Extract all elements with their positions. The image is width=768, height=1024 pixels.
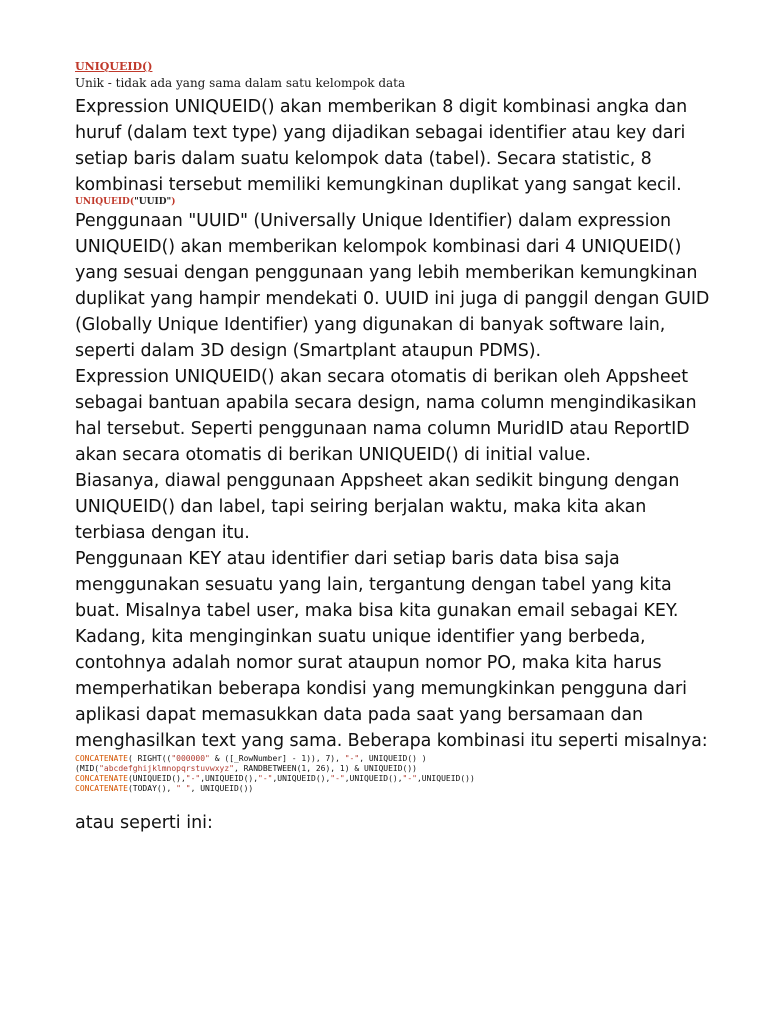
- code-string: "000000": [171, 754, 210, 763]
- code-text: , UNIQUEID()): [190, 784, 254, 793]
- code-string: "-": [344, 754, 360, 763]
- code-text: , UNIQUEID() ): [359, 754, 427, 763]
- code-string: "-": [330, 774, 345, 783]
- paragraph-or-like-this: atau seperti ini:: [75, 813, 213, 833]
- code-text: (TODAY(),: [127, 784, 177, 793]
- code-keyword: CONCATENATE: [75, 754, 128, 763]
- code-line-1: [75, 754, 715, 764]
- code-text: ,UNIQUEID()): [416, 774, 475, 783]
- code-text: (MID(: [75, 764, 100, 773]
- uuid-fn-arg: "UUID": [134, 197, 172, 207]
- paragraph-uniqueid-intro: Expression UNIQUEID() akan memberikan 8 digit kombinasi angka dan huruf (dalam text type) yang dijadikan sebagai identifier atau key dari setiap baris dalam suatu kelompok data (tabel). Secara statistic, 8 kombinasi tersebut memiliki kemungkinan duplikat yang sangat kecil.: [75, 97, 688, 195]
- code-text: ,UNIQUEID(),: [344, 774, 403, 783]
- paragraph-label-confusion: Biasanya, diawal penggunaan Appsheet akan sedikit bingung dengan UNIQUEID() dan label, tapi seiring berjalan waktu, maka kita akan terbiasa dengan itu.: [75, 471, 680, 543]
- code-string: "-": [402, 774, 417, 783]
- section-subtitle: Unik - tidak ada yang sama dalam satu kelompok data: [75, 76, 406, 90]
- code-line-3: [75, 774, 715, 784]
- code-keyword: CONCATENATE: [75, 774, 128, 783]
- code-keyword: CONCATENATE: [75, 784, 128, 793]
- code-string: "-": [185, 774, 201, 783]
- code-text: (UNIQUEID(),: [127, 774, 186, 783]
- section-heading: UNIQUEID(): [75, 60, 153, 73]
- code-text: ( RIGHT((: [127, 754, 172, 763]
- paragraph-key-identifier: Penggunaan KEY atau identifier dari setiap baris data bisa saja menggunakan sesuatu yang lain, tergantung dengan tabel yang kita buat. Misalnya tabel user, maka bisa kita gunakan email sebagai KEY. Kadang, kita menginginkan suatu unique identifier yang berbeda, contohnya adalah nomor surat ataupun nomor PO, maka kita harus memperhatikan beberapa kondisi yang memungkinkan pengguna dari aplikasi dapat memasukkan data pada saat yang bersamaan dan menghasilkan text yang sama. Beberapa kombinasi itu seperti misalnya:: [75, 549, 708, 751]
- code-examples: [75, 754, 715, 794]
- code-line-2: [75, 764, 715, 774]
- uuid-fn-close: ): [171, 197, 176, 207]
- code-text: ,UNIQUEID(),: [200, 774, 259, 783]
- paragraph-uuid: Penggunaan "UUID" (Universally Unique Identifier) dalam expression UNIQUEID() akan memberikan kelompok kombinasi dari 4 UNIQUEID() yang sesuai dengan penggunaan yang lebih memberikan kemungkinan duplikat yang hampir mendekati 0. UUID ini juga di panggil dengan GUID (Globally Unique Identifier) yang digunakan di banyak software lain, seperti dalam 3D design (Smartplant ataupun PDMS).: [75, 211, 710, 361]
- code-text: , RANDBETWEEN(1, 26), 1) & UNIQUEID()): [233, 764, 417, 773]
- uuid-fn-name: UNIQUEID(: [75, 197, 135, 207]
- code-text: & ([_RowNumber] - 1)), 7),: [209, 754, 345, 763]
- code-string: "abcdefghijklmnopqrstuvwxyz": [99, 764, 234, 773]
- spacer: [75, 794, 715, 810]
- code-string: "-": [258, 774, 273, 783]
- document-page: [75, 58, 715, 836]
- code-string: " ": [176, 784, 191, 793]
- code-line-4: [75, 784, 715, 794]
- code-text: ,UNIQUEID(),: [272, 774, 331, 783]
- paragraph-auto-uniqueid: Expression UNIQUEID() akan secara otomatis di berikan oleh Appsheet sebagai bantuan apabila secara design, nama column mengindikasikan hal tersebut. Seperti penggunaan nama column MuridID atau ReportID akan secara otomatis di berikan UNIQUEID() di initial value.: [75, 367, 697, 465]
